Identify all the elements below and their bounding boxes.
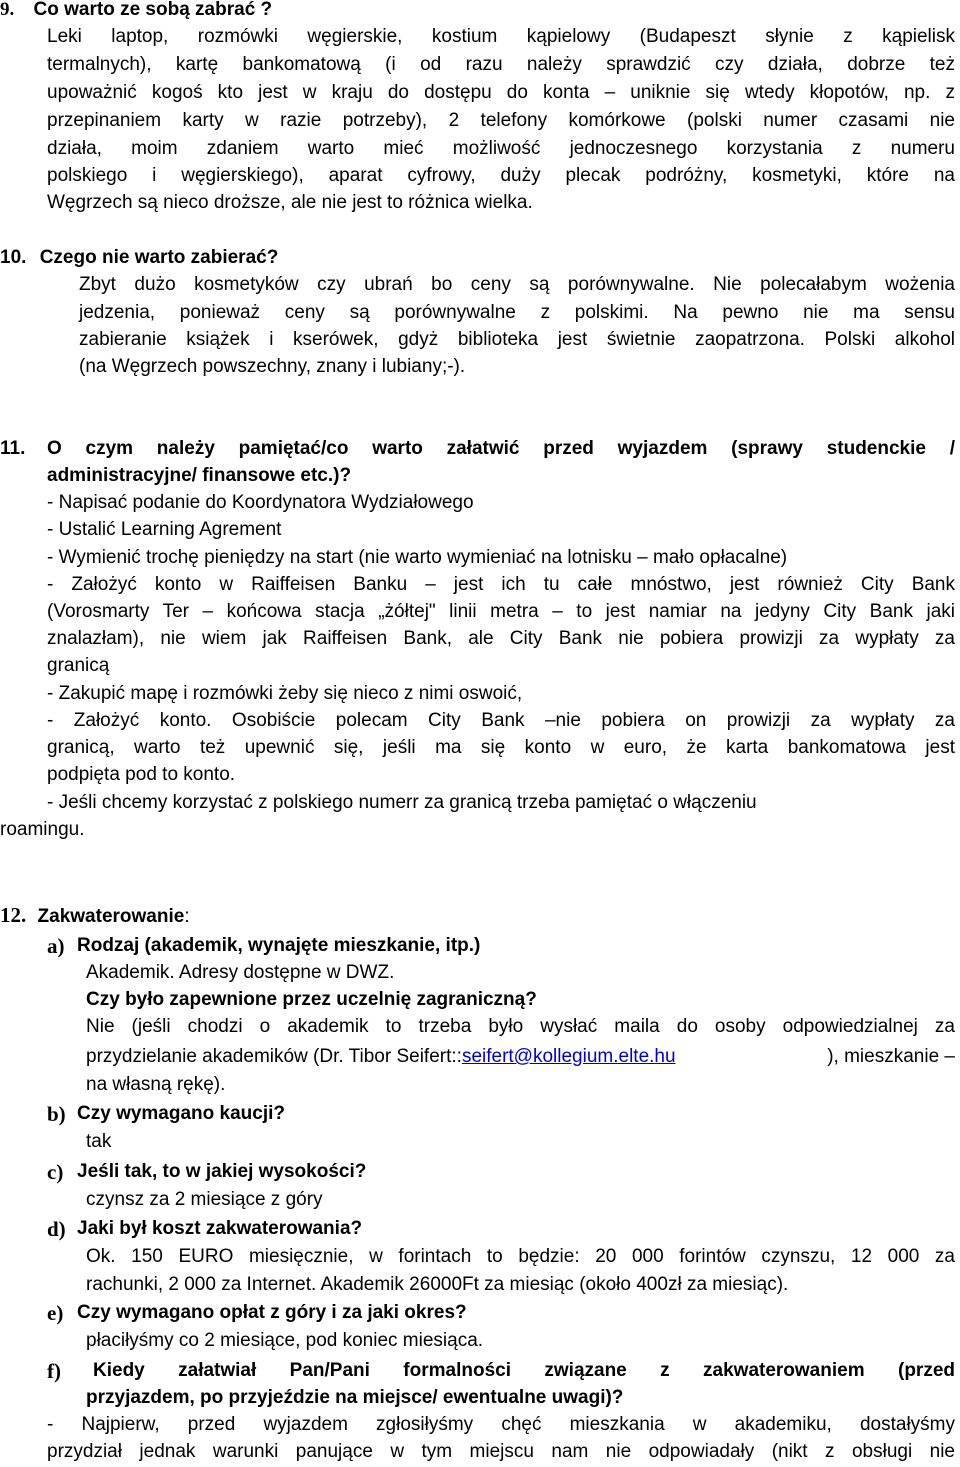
section-9-title: Co warto ze sobą zabrać ?	[33, 0, 273, 20]
section-11-item: - Zakupić mapę i rozmówki żeby się nieco z nimi oswoić,	[47, 683, 523, 704]
section-11-item: - Ustalić Learning Agrement	[47, 519, 282, 540]
item-e-question: Czy wymagano opłat z góry i za jaki okres?	[77, 1302, 467, 1323]
section-9-line: przepinaniem karty w razie potrzeby), 2 telefony komórkowe (polski numer czasami nie	[47, 110, 955, 131]
item-d-label: d)	[47, 1217, 66, 1241]
section-12-number: 12.	[0, 903, 27, 927]
email-link[interactable]: seifert@kollegium.elte.hu	[461, 1046, 676, 1067]
section-11-item: - Napisać podanie do Koordynatora Wydziałowego	[47, 492, 474, 513]
section-11-item: - Jeśli chcemy korzystać z polskiego numerr za granicą trzeba pamiętać o włączeniu	[47, 792, 757, 813]
section-9-number: 9.	[0, 0, 15, 20]
section-9-line: polskiego i węgierskiego), aparat cyfrowy, duży plecak podróżny, kosmetyki, które na	[47, 165, 955, 186]
section-11-item: - Założyć konto w Raiffeisen Banku – jest ich tu całe mnóstwo, jest również City Bank	[47, 574, 955, 595]
item-c-answer: czynsz za 2 miesiące z góry	[86, 1189, 323, 1210]
section-11-item: - Wymienić trochę pieniędzy na start (nie warto wymieniać na lotnisku – mało opłacalne)	[47, 547, 788, 568]
section-11-item: (Vorosmarty Ter – końcowa stacja „żółtej" linii metra – to jest namiar na jedyny City Bank jaki	[47, 601, 955, 622]
section-11-item: znalazłam), nie wiem jak Raiffeisen Bank, ale City Bank nie pobiera prowizji za wypłaty za	[47, 628, 955, 649]
section-12-heading	[0, 902, 190, 930]
section-11-title: O czym należy pamiętać/co warto załatwić przed wyjazdem (sprawy studenckie /	[47, 438, 955, 459]
item-b-label: b)	[47, 1102, 66, 1126]
section-11-item: podpięta pod to konto.	[47, 764, 236, 785]
item-c-question: Jeśli tak, to w jakiej wysokości?	[77, 1161, 367, 1182]
item-b-answer: tak	[86, 1131, 112, 1152]
item-c-label: c)	[47, 1160, 64, 1184]
section-9-line: działa, moim zdaniem warto mieć możliwość jednoczesnego korzystania z numeru	[47, 138, 955, 159]
item-f-question: Kiedy załatwiał Pan/Pani formalności związane z zakwaterowaniem (przed	[93, 1360, 955, 1381]
item-a-answer-2-pre: przydzielanie akademików (Dr. Tibor Seifert::	[86, 1046, 462, 1067]
section-12-title: Zakwaterowanie	[37, 906, 185, 927]
item-e-answer: płaciłyśmy co 2 miesiące, pod koniec miesiąca.	[86, 1330, 484, 1351]
section-11-number: 11.	[0, 438, 26, 459]
section-10-line: zabieranie książek i kserówek, gdyż biblioteka jest świetnie zaopatrzona. Polski alkohol	[79, 329, 955, 350]
section-9-heading	[0, 0, 272, 23]
item-f-answer-cont: przydział jednak warunki panujące w tym miejscu nam nie odpowiadały (nikt z obsługi nie	[47, 1441, 955, 1462]
section-11-item: granicą	[47, 655, 110, 676]
item-f-label: f)	[47, 1359, 61, 1383]
section-11-title-cont: administracyjne/ finansowe etc.)?	[47, 465, 352, 486]
item-a-answer-2: Nie (jeśli chodzi o akademik to trzeba było wysłać maila do osoby odpowiedzialnej za	[86, 1016, 955, 1037]
section-9-line: Węgrzech są nieco droższe, ale nie jest to różnica wielka.	[47, 192, 533, 213]
section-11-heading	[0, 436, 25, 462]
item-a-question-2: Czy było zapewnione przez uczelnię zagraniczną?	[86, 989, 537, 1010]
item-d-question: Jaki był koszt zakwaterowania?	[77, 1218, 363, 1239]
section-9-line: upoważnić kogoś kto jest w kraju do dostępu do konta – uniknie się wtedy kłopotów, np. z	[47, 82, 955, 103]
item-b-question: Czy wymagano kaucji?	[77, 1103, 286, 1124]
item-a-answer: Akademik. Adresy dostępne w DWZ.	[86, 962, 395, 983]
section-10-number: 10.	[0, 247, 27, 268]
section-9-line: Leki laptop, rozmówki węgierskie, kostium kąpielowy (Budapeszt słynie z kąpielisk	[47, 26, 955, 47]
section-10-line: (na Węgrzech powszechny, znany i lubiany;-).	[79, 356, 466, 377]
item-d-answer: Ok. 150 EURO miesięcznie, w forintach to będzie: 20 000 forintów czynszu, 12 000 za	[86, 1246, 955, 1267]
section-10-heading	[0, 245, 278, 271]
section-11-item: - Założyć konto. Osobiście polecam City Bank –nie pobiera on prowizji za wypłaty za	[47, 710, 955, 731]
item-a-answer-2-line	[86, 1044, 955, 1070]
section-12-colon: :	[184, 906, 190, 927]
item-a-question: Rodzaj (akademik, wynajęte mieszkanie, itp.)	[77, 935, 481, 956]
item-f-question-cont: przyjazdem, po przyjeździe na miejsce/ ewentualne uwagi)?	[86, 1387, 624, 1408]
item-f-answer: - Najpierw, przed wyjazdem zgłosiłyśmy chęć mieszkania w akademiku, dostałyśmy	[47, 1414, 955, 1435]
section-9-line: termalnych), kartę bankomatową (i od razu należy sprawdzić czy działa, dobrze też	[47, 54, 955, 75]
item-a-answer-2-post: ), mieszkanie –	[827, 1046, 955, 1067]
section-10-line: Zbyt dużo kosmetyków czy ubrań bo ceny są porównywalne. Nie polecałabym wożenia	[79, 274, 955, 295]
item-a-label: a)	[47, 934, 65, 958]
item-d-answer-cont: rachunki, 2 000 za Internet. Akademik 26000Ft za miesiąc (około 400zł za miesiąc).	[86, 1274, 789, 1295]
section-10-line: jedzenia, ponieważ ceny są porównywalne z polskimi. Na pewno nie ma sensu	[79, 302, 955, 323]
section-11-item: granicą, warto też upewnić się, jeśli ma się konto w euro, że karta bankomatowa jest	[47, 737, 955, 758]
item-a-answer-2-end: na własną rękę).	[86, 1074, 226, 1095]
section-11-item: roamingu.	[0, 819, 85, 840]
section-10-title: Czego nie warto zabierać?	[39, 247, 279, 268]
item-e-label: e)	[47, 1301, 64, 1325]
